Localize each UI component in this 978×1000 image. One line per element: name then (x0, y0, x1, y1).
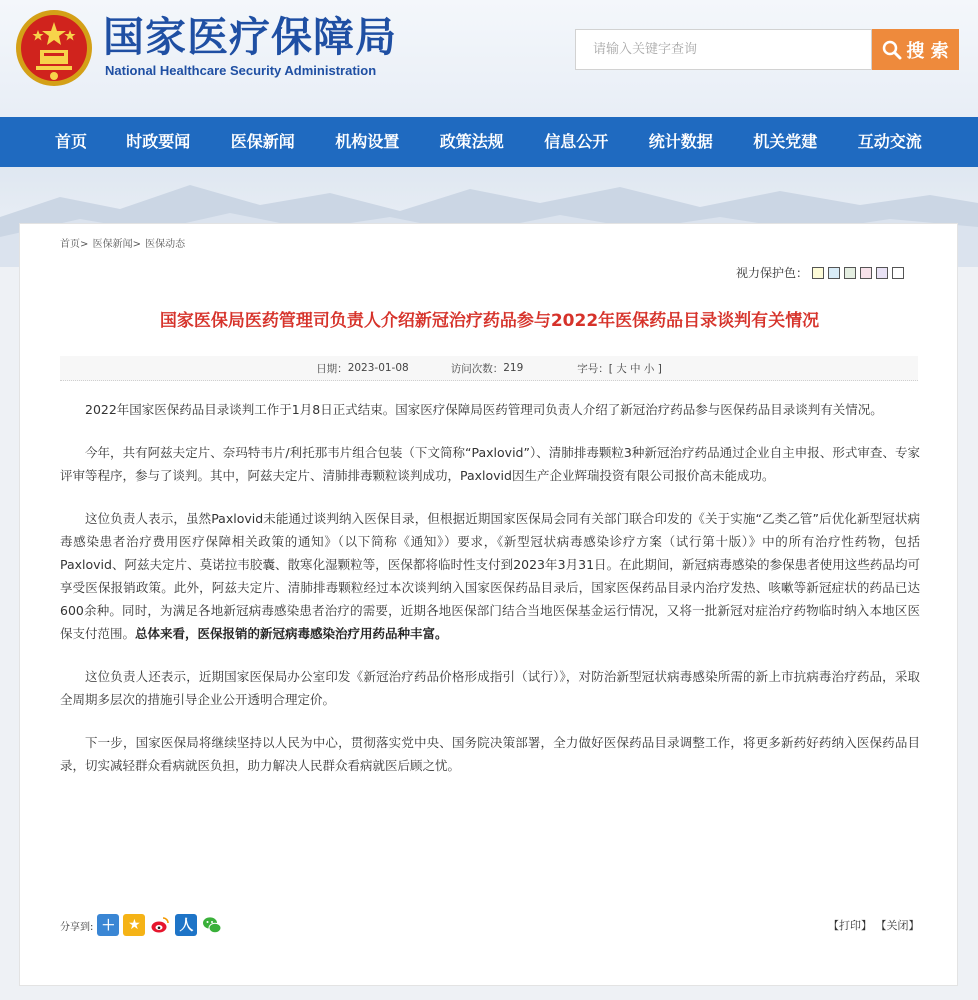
breadcrumb (60, 235, 186, 250)
article-body (60, 398, 920, 797)
national-emblem-icon (14, 8, 94, 88)
search-button-label: 搜 索 (906, 40, 949, 62)
nav-item-policy[interactable]: 政策法规 (439, 132, 504, 151)
vision-swatch-yellow[interactable] (812, 267, 824, 279)
share-label: 分享到: (60, 921, 94, 933)
article-bold-sentence: 总体来看，医保报销的新冠病毒感染治疗用药品种丰富。 (135, 626, 448, 641)
vision-swatch-blue[interactable] (828, 267, 840, 279)
vision-swatch-pink[interactable] (860, 267, 872, 279)
article-paragraph-text: 这位负责人表示，虽然Paxlovid未能通过谈判纳入医保目录，但根据近期国家医保局会同有关部门联合印发的《关于实施“乙类乙管”后优化新型冠状病毒感染患者治疗费用医疗保障相关政策的通知》（以下简称《通知》）要求，《新型冠状病毒感染诊疗方案（试行第十版）》中的所有治疗性药物，包括Paxlovid、阿兹夫定片、莫诺拉韦胶囊、散寒化湿颗粒等，医保都将临时性支付到2023年3月31日。在此期间，新冠病毒感染的参保患者使用这些药品均可享受医保报销政策。此外，阿兹夫定片、清肺排毒颗粒经过本次谈判纳入国家医保药品目录后，国家医保药品目录内治疗发热、咳嗽等新冠症状的药品已达600余种。同时，为满足各地新冠病毒感染患者治疗的需要，近期各地医保部门结合当地医保基金运行情况，又将一批新冠对症治疗药物临时纳入本地区医保支付范围。 (60, 511, 920, 641)
search-input[interactable] (575, 29, 872, 70)
vision-protection (736, 264, 904, 281)
date-value: 2023-01-08 (347, 362, 409, 374)
article-paragraph: 2022年国家医保药品目录谈判工作于1月8日正式结束。国家医疗保障局医药管理司负责人介绍了新冠治疗药品参与医保药品目录谈判有关情况。 (85, 402, 883, 417)
site-header (0, 0, 978, 117)
renren-icon[interactable]: 人 (175, 914, 197, 936)
article-meta (60, 356, 918, 381)
nav-item-disclosure[interactable]: 信息公开 (544, 132, 609, 151)
site-title-cn: 国家医疗保障局 (103, 13, 397, 61)
weibo-glyph (150, 915, 170, 935)
nav-item-party[interactable]: 机关党建 (753, 132, 818, 151)
article-title: 国家医保局医药管理司负责人介绍新冠治疗药品参与2022年医保药品目录谈判有关情况 (159, 311, 820, 331)
breadcrumb-home[interactable]: 首页> (60, 239, 89, 250)
print-link[interactable]: 【打印】 (828, 919, 872, 932)
date-label: 日期： (316, 362, 348, 375)
nav-item-home[interactable]: 首页 (55, 132, 88, 151)
nav-item-news[interactable]: 医保新闻 (230, 132, 295, 151)
vision-swatch-green[interactable] (844, 267, 856, 279)
article-paragraph: 今年，共有阿兹夫定片、奈玛特韦片/利托那韦片组合包装（下文简称“Paxlovid”）、清肺排毒颗粒3种新冠治疗药品通过企业自主申报、形式审查、专家评审等程序，参与了谈判。其中，阿兹夫定片、清肺排毒颗粒谈判成功，Paxlovid因生产企业辉瑞投资有限公司报价高未能成功。 (60, 445, 920, 483)
nav-item-interaction[interactable]: 互动交流 (857, 132, 922, 151)
breadcrumb-news[interactable]: 医保新闻> (92, 239, 141, 250)
article-actions (828, 917, 920, 933)
wechat-glyph (202, 915, 222, 935)
vision-label: 视力保护色： (736, 266, 809, 280)
vision-swatch-white[interactable] (892, 267, 904, 279)
search-button[interactable] (872, 29, 959, 70)
wechat-icon[interactable] (201, 914, 223, 936)
plus-share-icon[interactable]: ＋ (97, 914, 119, 936)
vision-swatch-purple[interactable] (876, 267, 888, 279)
close-link[interactable]: 【关闭】 (875, 919, 920, 932)
site-title-en: National Healthcare Security Administration (105, 63, 377, 78)
nav-item-politics[interactable]: 时政要闻 (126, 132, 191, 151)
visits-value: 219 (503, 362, 524, 374)
font-size-label: 字号： (577, 362, 609, 375)
qzone-star-icon[interactable]: ★ (123, 914, 145, 936)
magnifier-icon (882, 40, 902, 60)
breadcrumb-dynamics[interactable]: 医保动态 (145, 239, 186, 250)
article-paragraph: 下一步，国家医保局将继续坚持以人民为中心，贯彻落实党中央、国务院决策部署，全力做好医保药品目录调整工作，将更多新药好药纳入医保药品目录，切实减轻群众看病就医负担，助力解决人民群众看病就医后顾之忧。 (60, 735, 920, 773)
article-paragraph: 这位负责人还表示，近期国家医保局办公室印发《新冠治疗药品价格形成指引（试行）》，对防治新型冠状病毒感染所需的新上市抗病毒治疗药品，采取全周期多层次的措施引导企业公开透明合理定价。 (60, 669, 920, 707)
weibo-icon[interactable] (149, 914, 171, 936)
nav-item-statistics[interactable]: 统计数据 (648, 132, 713, 151)
share-bar (60, 914, 223, 936)
visits-label: 访问次数： (450, 362, 504, 375)
nav-item-organization[interactable]: 机构设置 (335, 132, 400, 151)
main-nav (0, 117, 978, 167)
article-paragraph (60, 507, 920, 645)
font-size-controls[interactable]: [ 大 中 小 ] (608, 362, 662, 375)
article-card (19, 223, 958, 986)
